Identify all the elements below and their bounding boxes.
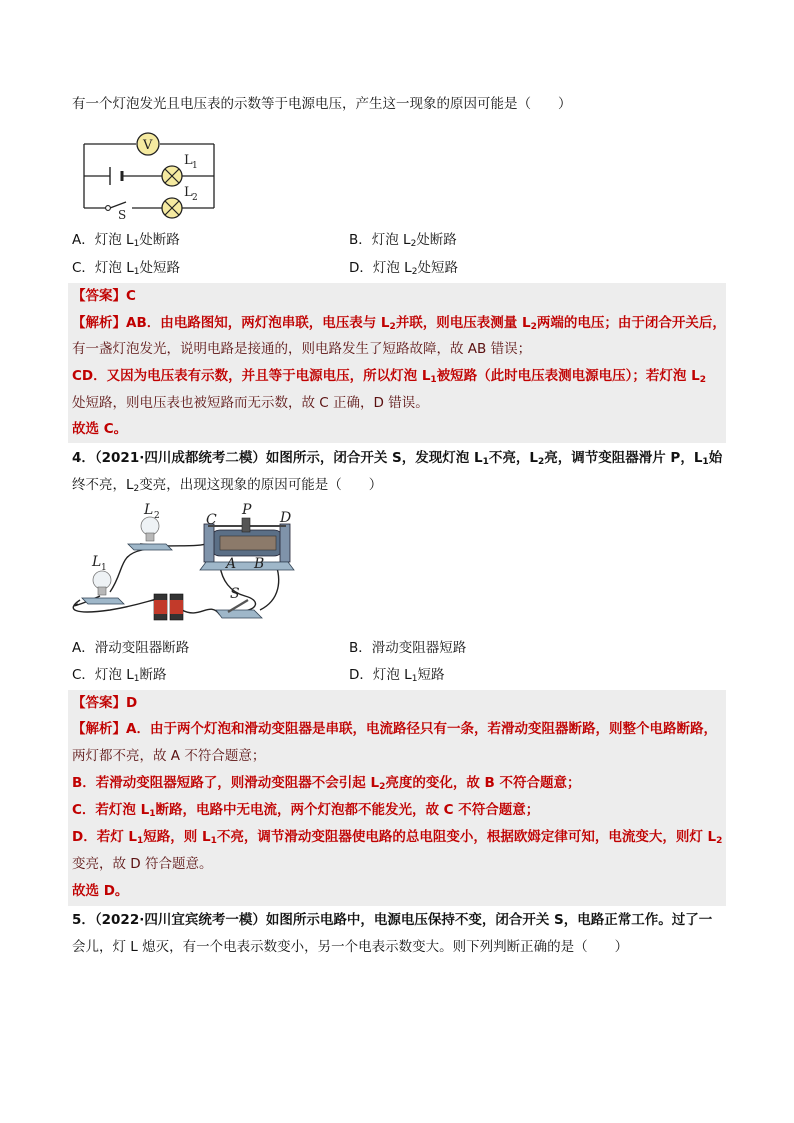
- q4-option-d[interactable]: D．灯泡 $L_1$短路: [349, 667, 445, 684]
- svg-text:D: D: [280, 510, 292, 526]
- switch-icon: [106, 206, 111, 211]
- q3-analysis-line3: CD．又因为电压表有示数，并且等于电源电压，所以灯泡 $L_1$被短路（此时电压表测电源电压）；若灯泡 $L_2$: [72, 368, 707, 385]
- q3-analysis-line4: 处短路，则电压表也被短路而无示数，故 C 正确，D 错误。: [72, 395, 429, 411]
- q3-option-b[interactable]: B．灯泡 $L_2$处断路: [349, 232, 457, 249]
- svg-text:L: L: [92, 554, 102, 570]
- svg-text:L: L: [184, 153, 193, 168]
- q4-analysis-line4: C．若灯泡 $L_1$断路，电路中无电流，两个灯泡都不能发光，故 C 不符合题意；: [72, 802, 540, 819]
- q4-analysis-line3: B．若滑动变阻器短路了，则滑动变阻器不会引起 $L_2$亮度的变化，故 B 不符合题意；: [72, 775, 581, 792]
- q3-option-c[interactable]: C．灯泡 $L_1$处短路: [72, 260, 180, 277]
- svg-text:A: A: [226, 556, 237, 572]
- svg-text:1: 1: [192, 161, 198, 171]
- q3-answer: 【答案】C: [72, 288, 136, 304]
- q3-option-a[interactable]: A．灯泡 $L_1$处断路: [72, 232, 180, 249]
- q3-stem: 有一个灯泡发光且电压表的示数等于电源电压，产生这一现象的原因可能是（ ）: [72, 96, 572, 112]
- svg-text:V: V: [143, 138, 153, 153]
- svg-text:P: P: [242, 502, 252, 518]
- q5-stem-line2: 会儿，灯 L 熄灭，有一个电表示数变小，另一个电表示数变大。则下列判断正确的是（ ）: [72, 939, 629, 955]
- svg-text:L: L: [144, 502, 154, 518]
- svg-text:S: S: [230, 586, 240, 602]
- q4-option-b[interactable]: B．滑动变阻器短路: [349, 640, 467, 656]
- svg-text:2: 2: [192, 193, 198, 203]
- q3-conclusion: 故选 C。: [72, 421, 128, 437]
- bulb-l2-icon: [128, 517, 172, 550]
- q4-analysis-line1: 【解析】A．由于两个灯泡和滑动变阻器是串联，电流路径只有一条，若滑动变阻器断路，则整个电路断路，: [72, 721, 717, 737]
- q4-stem-line1: 4．（2021·四川成都统考二模）如图所示，闭合开关 S，发现灯泡 $L_1$不亮，$L_2$亮，调节变阻器滑片 P，$L_1$始: [72, 450, 723, 467]
- svg-text:B: B: [254, 556, 265, 572]
- svg-text:L: L: [184, 185, 193, 200]
- q4-circuit-photo: [70, 500, 310, 635]
- q4-analysis-line6: 变亮，故 D 符合题意。: [72, 856, 213, 872]
- svg-text:1: 1: [101, 563, 107, 573]
- q3-analysis-line2: 有一盏灯泡发光，说明电路是接通的，则电路发生了短路故障，故 AB 错误；: [72, 341, 532, 357]
- q4-stem-line2: 终不亮，$L_2$变亮，出现这现象的原因可能是（ ）: [72, 477, 383, 494]
- q4-analysis-line5: D．若灯 $L_1$短路，则 $L_1$不亮，调节滑动变阻器使电路的总电阻变小，根据欧姆定律可知，电流变大，则灯 $L_2$: [72, 829, 723, 846]
- svg-text:C: C: [206, 512, 217, 528]
- q5-stem-line1: 5．（2022·四川宜宾统考一模）如图所示电路中，电源电压保持不变，闭合开关 S，电路正常工作。过了一: [72, 912, 713, 928]
- svg-text:2: 2: [154, 511, 160, 521]
- q3-circuit-diagram: [80, 130, 220, 220]
- q3-option-d[interactable]: D．灯泡 $L_2$处短路: [349, 260, 458, 277]
- lamp-l1-icon: [162, 166, 182, 186]
- svg-text:S: S: [118, 208, 127, 220]
- q4-conclusion: 故选 D。: [72, 883, 129, 899]
- q4-option-a[interactable]: A．滑动变阻器断路: [72, 640, 190, 656]
- battery-icon: [154, 594, 183, 620]
- lamp-l2-icon: [162, 198, 182, 218]
- q3-analysis-line1: 【解析】AB．由电路图知，两灯泡串联，电压表与 $L_2$并联，则电压表测量 $L_2$两端的电压；由于闭合开关后，: [72, 315, 726, 332]
- q4-answer: 【答案】D: [72, 695, 138, 711]
- q4-analysis-line2: 两灯都不亮，故 A 不符合题意；: [72, 748, 266, 764]
- q4-option-c[interactable]: C．灯泡 $L_1$断路: [72, 667, 167, 684]
